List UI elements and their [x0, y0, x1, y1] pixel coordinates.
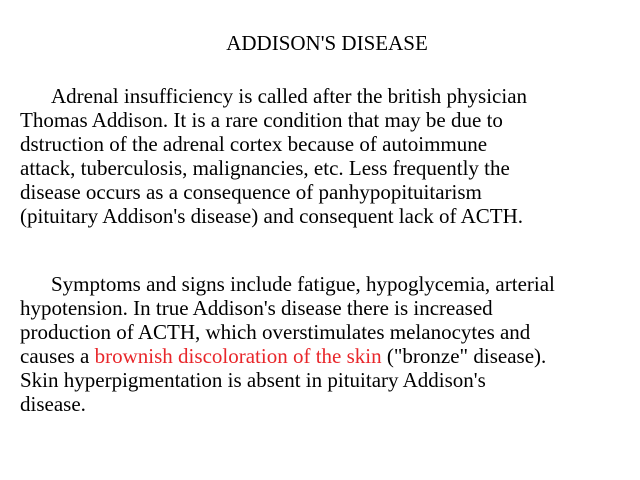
text-line: production of ACTH, which overstimulates melanocytes and — [20, 320, 531, 344]
paragraph-symptoms — [20, 272, 632, 416]
text-line: attack, tuberculosis, malignancies, etc. Less frequently the — [20, 156, 510, 180]
text-line: hypotension. In true Addison's disease there is increased — [20, 296, 493, 320]
text-line: Thomas Addison. It is a rare condition that may be due to — [20, 108, 503, 132]
text-segment: causes a — [20, 344, 95, 368]
slide-title: ADDISON'S DISEASE — [226, 31, 428, 55]
highlighted-phrase: brownish discoloration of the skin — [94, 344, 382, 368]
text-line: Adrenal insufficiency is called after the british physician — [51, 84, 528, 108]
text-segment: ("bronze" disease). — [381, 344, 547, 368]
text-line: dstruction of the adrenal cortex because of autoimmune — [20, 132, 488, 156]
text-line-with-highlight — [20, 344, 632, 368]
text-line: Symptoms and signs include fatigue, hypoglycemia, arterial — [51, 272, 555, 296]
paragraph-definition — [20, 84, 632, 228]
text-line: disease. — [20, 392, 86, 416]
text-line: (pituitary Addison's disease) and consequent lack of ACTH. — [20, 204, 524, 228]
text-line: disease occurs as a consequence of panhypopituitarism — [20, 180, 482, 204]
text-line: Skin hyperpigmentation is absent in pituitary Addison's — [20, 368, 486, 392]
